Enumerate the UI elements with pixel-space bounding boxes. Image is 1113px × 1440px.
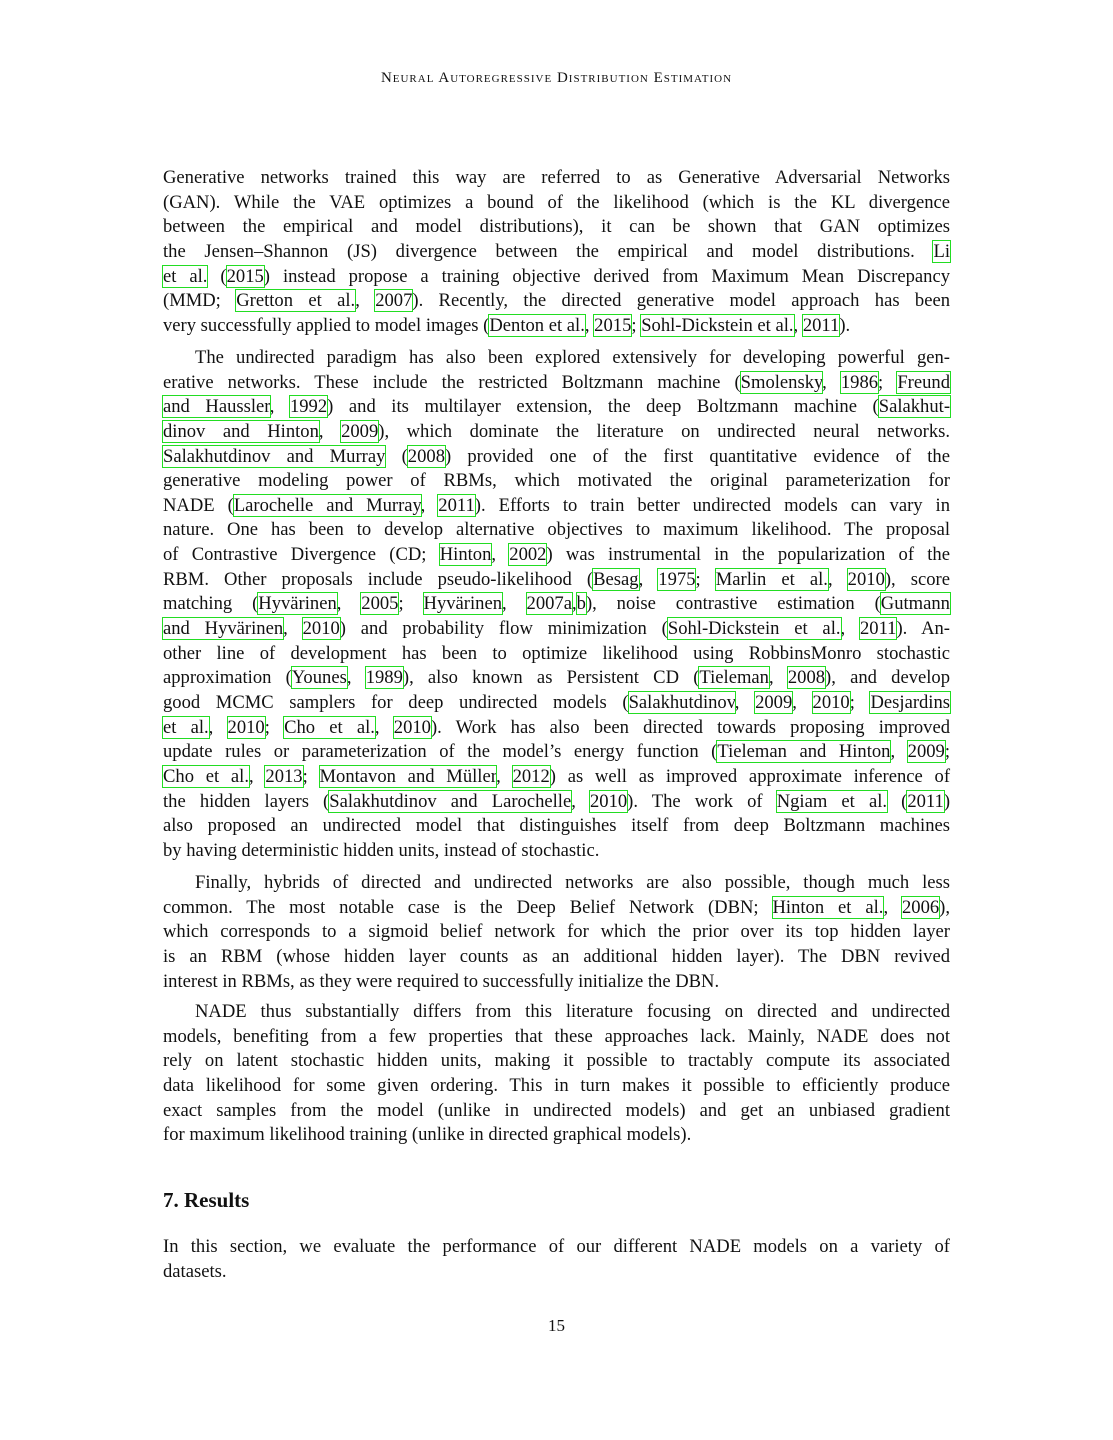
citation-link[interactable]: 2015 (226, 265, 264, 287)
text-line (163, 289, 950, 314)
citation-link[interactable]: 2007 (375, 290, 413, 312)
text-span: , (502, 593, 527, 615)
citation-link[interactable]: 2010 (847, 568, 885, 590)
text-span: The undirected paradigm has also been explored extensively for developing powerful gen- (195, 347, 950, 368)
text-span: , (283, 618, 303, 640)
text-span: ) and its multilayer extension, the deep Boltzmann machine ( (327, 396, 879, 418)
text-line (163, 970, 950, 995)
text-span: , (346, 667, 366, 689)
text-span: Finally, hybrids of directed and undirected networks are also possible, though much less (195, 872, 950, 893)
text-span: ( (385, 445, 408, 467)
citation-link[interactable]: 2005 (361, 593, 399, 615)
citation-link[interactable]: Cho et al. (284, 716, 375, 738)
text-span: rely on latent stochastic hidden units, making it possible to tractably compute its associated (163, 1050, 950, 1072)
text-span: common. The most notable case is the Deep Belief Network (DBN; (163, 896, 773, 918)
citation-link[interactable]: Freund (897, 371, 950, 393)
paragraph-results-intro (163, 1235, 950, 1284)
paragraph-gan (163, 166, 950, 338)
citation-link[interactable]: b (576, 593, 586, 615)
text-span: ), noise contrastive estimation ( (585, 593, 881, 615)
text-span: ). Recently, the directed generative model approach has been (412, 290, 951, 312)
text-span: ; (398, 593, 424, 615)
text-span: ; (264, 716, 285, 738)
text-line (163, 740, 950, 765)
citation-link[interactable]: 2010 (393, 716, 431, 738)
citation-link[interactable]: Montavon and Müller (319, 765, 497, 787)
text-span: , (420, 494, 439, 516)
text-span: ). An- (896, 618, 951, 640)
text-span: also proposed an undirected model that distinguishes itself from deep Boltzmann machines (163, 815, 950, 837)
text-span: , (269, 396, 290, 418)
text-line (163, 617, 950, 642)
citation-link[interactable]: Besag (593, 568, 639, 590)
citation-link[interactable]: Tieleman (699, 667, 769, 689)
citation-link[interactable]: Desjardins (870, 691, 951, 713)
citation-link[interactable]: Hinton (439, 544, 492, 566)
text-span: is an RBM (whose hidden layer counts as an additional hidden layer). The DBN revived (163, 945, 950, 967)
text-span: ; (944, 741, 951, 763)
text-span: , (491, 544, 510, 566)
text-span: , (792, 691, 813, 713)
text-span: datasets. (163, 1260, 227, 1282)
citation-link[interactable]: dinov and Hinton (163, 420, 319, 442)
text-span: ; (878, 371, 898, 393)
text-line (163, 790, 950, 815)
text-span: , (355, 290, 376, 312)
citation-link[interactable]: Hyvärinen (258, 593, 337, 615)
citation-link[interactable]: Larochelle and Murray (233, 494, 421, 516)
text-span: for maximum likelihood training (unlike in directed graphical models). (163, 1124, 692, 1146)
citation-link[interactable]: Li (933, 240, 950, 262)
text-span: matching ( (163, 593, 259, 615)
paragraph-hybrids (163, 871, 950, 994)
text-line (163, 371, 950, 396)
citation-link[interactable]: Salakhutdinov and Larochelle (329, 790, 572, 812)
text-span: the Jensen–Shannon (JS) divergence between the empirical and model distributions. (163, 240, 934, 262)
citation-link[interactable]: 1992 (289, 396, 328, 418)
text-span: other line of development has been to optimize likelihood using RobbinsMonro stochastic (163, 642, 950, 664)
citation-link[interactable]: Sohl-Dickstein et al. (667, 618, 841, 640)
text-span: ) as well as improved approximate inference of (549, 765, 951, 787)
citation-link[interactable]: 2011 (802, 314, 840, 336)
text-span: , (793, 314, 803, 336)
text-span: ). (839, 314, 851, 336)
text-span: ; (849, 691, 871, 713)
text-span: RBM. Other proposals include pseudo-likelihood ( (163, 568, 594, 590)
text-span: , (768, 667, 788, 689)
citation-link[interactable]: et al. (163, 716, 209, 738)
text-line (163, 346, 950, 371)
text-line (163, 420, 950, 445)
citation-link[interactable]: 2011 (907, 790, 944, 812)
text-line (163, 445, 950, 470)
citation-link[interactable]: Sohl-Dickstein et al. (641, 314, 794, 336)
citation-link[interactable]: and Haussler (163, 396, 270, 418)
text-span: NADE thus substantially differs from this literature focusing on directed and undirected (195, 1001, 950, 1022)
citation-link[interactable]: and Hyvärinen (163, 618, 284, 640)
text-line (163, 1025, 950, 1050)
text-span: ) was instrumental in the popularization of the (546, 544, 950, 566)
citation-link[interactable]: 2002 (509, 544, 547, 566)
text-line (163, 666, 950, 691)
text-span: erative networks. These include the restricted Boltzmann machine ( (163, 371, 741, 393)
text-span: ), and develop (825, 667, 951, 689)
text-line (163, 240, 950, 265)
text-line (163, 871, 950, 896)
citation-link[interactable]: Hyvärinen (423, 593, 502, 615)
text-line (163, 1049, 950, 1074)
citation-link[interactable]: et al. (163, 265, 208, 287)
citation-link[interactable]: 2008 (407, 445, 445, 467)
text-span: data likelihood for some given ordering. This in turn makes it possible to efficiently produce (163, 1074, 950, 1096)
text-span: ). Efforts to train better undirected models can vary in (474, 494, 951, 516)
citation-link[interactable]: Gretton et al. (236, 290, 356, 312)
text-span: , (840, 618, 860, 640)
text-span: ), which dominate the literature on undirected neural networks. (378, 420, 951, 442)
text-span: ). The work of (627, 790, 777, 812)
text-line (163, 1260, 950, 1285)
text-span: ), (939, 896, 951, 918)
text-span: of Contrastive Divergence (CD; (163, 544, 440, 566)
citation-link[interactable]: Salakhut- (878, 396, 951, 418)
text-line (163, 920, 950, 945)
citation-link[interactable]: 2010 (812, 691, 850, 713)
citation-link[interactable]: 2009 (755, 691, 793, 713)
text-span: , (208, 716, 228, 738)
text-span: generative modeling power of RBMs, which motivated the original parameterization for (163, 470, 950, 492)
text-span: good MCMC samplers for deep undirected models ( (163, 691, 629, 713)
text-span: which corresponds to a sigmoid belief network for which the prior over its top hidden layer (163, 921, 950, 943)
citation-link[interactable]: 2010 (589, 790, 628, 812)
text-line (163, 494, 950, 519)
text-line (163, 314, 950, 339)
text-span: , (571, 790, 590, 812)
citation-link[interactable]: Smolensky (740, 371, 823, 393)
citation-link[interactable]: 2008 (787, 667, 826, 689)
text-line (163, 691, 950, 716)
text-span: approximation ( (163, 667, 292, 689)
citation-link[interactable]: 1986 (840, 371, 879, 393)
text-line (163, 1235, 950, 1260)
text-span: , (827, 568, 848, 590)
text-span: by having deterministic hidden units, instead of stochastic. (163, 839, 600, 861)
text-span: In this section, we evaluate the performance of our different NADE models on a variety of (163, 1236, 950, 1257)
text-span: ) (943, 790, 951, 812)
text-span: ) instead propose a training objective derived from Maximum Mean Discrepancy (263, 265, 950, 287)
citation-link[interactable]: 2011 (438, 494, 475, 516)
text-line (163, 518, 950, 543)
text-span: , (883, 896, 902, 918)
citation-link[interactable]: 2015 (594, 314, 632, 336)
text-span: interest in RBMs, as they were required to successfully initialize the DBN. (163, 970, 720, 992)
text-span: ), also known as Persistent CD ( (402, 667, 700, 689)
text-span: ), score (884, 568, 950, 590)
citation-link[interactable]: Hinton et al. (772, 896, 884, 918)
text-span: , (496, 765, 513, 787)
paragraph-undirected (163, 346, 950, 863)
text-line (163, 1099, 950, 1124)
running-header: Neural Autoregressive Distribution Estimation (380, 70, 733, 86)
text-span: ; (631, 314, 642, 336)
citation-link[interactable]: Salakhutdinov and Murray (163, 445, 386, 467)
text-span: , (248, 765, 266, 787)
citation-link[interactable]: 1975 (658, 568, 696, 590)
text-span: between the empirical and model distributions), it can be shown that GAN optimizes (163, 216, 950, 238)
citation-link[interactable]: Marlin et al. (715, 568, 828, 590)
text-line (163, 896, 950, 921)
citation-link[interactable]: Tieleman and Hinton (717, 741, 891, 763)
text-span: the hidden layers ( (163, 790, 330, 812)
text-span: ( (207, 265, 227, 287)
text-span: ; (695, 568, 716, 590)
text-span: ) and probability flow minimization ( (339, 618, 668, 640)
citation-link[interactable]: Cho et al. (163, 765, 249, 787)
citation-link[interactable]: Salakhutdinov (628, 691, 735, 713)
text-line (163, 1123, 950, 1148)
text-line (163, 395, 950, 420)
text-span: very successfully applied to model images ( (163, 314, 490, 336)
text-line (163, 765, 950, 790)
citation-link[interactable]: 2010 (227, 716, 265, 738)
text-line (163, 469, 950, 494)
text-line (163, 215, 950, 240)
citation-link[interactable]: 2012 (512, 765, 550, 787)
text-line (163, 543, 950, 568)
text-line (163, 568, 950, 593)
page-number: 15 (548, 1316, 565, 1335)
text-line (163, 1074, 950, 1099)
text-line (163, 814, 950, 839)
text-span: models, benefiting from a few properties that these approaches lack. Mainly, NADE does not (163, 1025, 950, 1047)
citation-link[interactable]: 2006 (901, 896, 940, 918)
text-line (163, 592, 950, 617)
text-span: , (318, 420, 342, 442)
text-span: Generative networks trained this way are referred to as Generative Adversarial Networks (163, 167, 950, 188)
text-line (163, 265, 950, 290)
text-span: exact samples from the model (unlike in undirected models) and get an unbiased gradient (163, 1099, 950, 1121)
text-line (163, 166, 950, 191)
text-span: , (890, 741, 908, 763)
citation-link[interactable]: Younes (291, 667, 347, 689)
text-span: ( (887, 790, 908, 812)
citation-link[interactable]: Denton et al. (489, 314, 585, 336)
text-span: update rules or parameterization of the model’s energy function ( (163, 741, 718, 763)
text-span: , (336, 593, 362, 615)
citation-link[interactable]: 1989 (365, 667, 403, 689)
text-span: (GAN). While the VAE optimizes a bound of the likelihood (which is the KL divergence (163, 191, 950, 213)
text-line (163, 945, 950, 970)
text-line (163, 191, 950, 216)
citation-link[interactable]: 2007a (526, 593, 572, 615)
citation-link[interactable]: Ngiam et al. (776, 790, 888, 812)
citation-link[interactable]: 2009 (341, 420, 379, 442)
text-line (163, 716, 950, 741)
text-span: NADE ( (163, 494, 234, 516)
text-span: (MMD; (163, 290, 237, 312)
text-span: ). Work has also been directed towards proposing improved (430, 716, 951, 738)
paragraph-nade-differs (163, 1000, 950, 1148)
citation-link[interactable]: 2011 (859, 618, 897, 640)
text-span: , (638, 568, 659, 590)
text-span: ; (302, 765, 320, 787)
text-span: , (374, 716, 394, 738)
text-span: , (571, 593, 577, 615)
text-span: , (734, 691, 756, 713)
citation-link[interactable]: Gutmann (880, 593, 950, 615)
citation-link[interactable]: 2009 (907, 741, 945, 763)
text-span: , (822, 371, 841, 393)
text-line (163, 642, 950, 667)
section-heading: 7. Results (163, 1188, 250, 1212)
text-line (163, 1000, 950, 1025)
citation-link[interactable]: 2013 (265, 765, 303, 787)
text-span: , (584, 314, 595, 336)
text-span: nature. One has been to develop alternative objectives to maximum likelihood. The proposal (163, 519, 950, 541)
text-span: ) provided one of the first quantitative evidence of the (444, 445, 950, 467)
text-line (163, 839, 950, 864)
citation-link[interactable]: 2010 (302, 618, 340, 640)
